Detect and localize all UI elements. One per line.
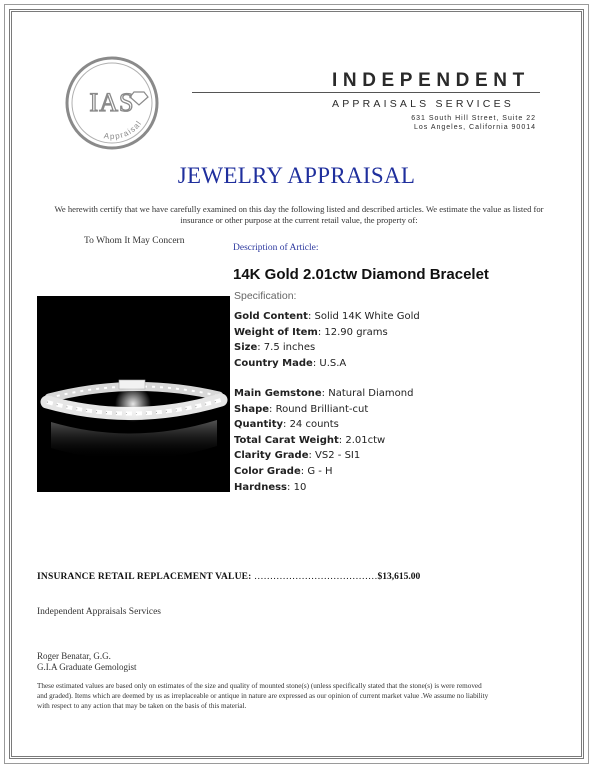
spec-value: 24 counts [289, 419, 339, 431]
company-address [332, 114, 542, 132]
spec-value: Solid 14K White Gold [314, 311, 420, 322]
spec-label: Country Made [234, 357, 313, 369]
disclaimer-text: These estimated values are based only on estimates of the size and quality of mounted stone(s) (unless specifically stated that the stone(s) is were removed and graded). Items which are deemed by us as irreplaceable or antique in nature are expressed as our opinion of current market value .We assume no liability with respect to any action that may be taken on the basis of this material. [37, 682, 489, 710]
spec-value: 2.01ctw [345, 434, 386, 446]
spec-value: VS2 - SI1 [315, 450, 361, 462]
spec-row: Size: 7.5 inches [234, 342, 316, 354]
signer-title: G.I.A Graduate Gemologist [37, 662, 137, 672]
spec-row: Gold Content: Solid 14K White Gold [234, 311, 420, 322]
spec-row: Main Gemstone: Natural Diamond [234, 388, 414, 399]
specs-gemstone [234, 386, 413, 495]
spec-label: Shape [234, 403, 270, 415]
company-name: INDEPENDENT [332, 70, 530, 91]
spec-value: Natural Diamond [328, 388, 414, 399]
specs-gold [234, 309, 420, 371]
signer-name: Roger Benatar, G.G. [37, 651, 111, 661]
certification-text: We herewith certify that we have carefully examined on this day the following listed and described articles. We estimate the value as listed for insurance or other purpose at the current retail value, the property of: [54, 204, 544, 225]
address-line-2: Los Angeles, California 90014 [413, 124, 536, 131]
document-title: JEWELRY APPRAISAL [177, 163, 416, 188]
spec-value: 10 [293, 481, 307, 493]
spec-value: G - H [307, 465, 333, 477]
insurance-dots: ………………………………… [253, 572, 378, 582]
address-line-1: 631 South Hill Street, Suite 22 [411, 115, 536, 122]
spec-value: U.S.A [319, 357, 347, 369]
spec-label: Total Carat Weight [234, 434, 339, 446]
spec-label: Clarity Grade [234, 450, 309, 462]
logo-ring-text: Appraisal [103, 118, 144, 142]
company-subtitle: APPRAISALS SERVICES [332, 98, 514, 110]
insurance-value-line [37, 572, 420, 582]
spec-row: Quantity: 24 counts [234, 419, 339, 431]
logo-letters: IAS [89, 88, 135, 117]
specification-label: Specification: [234, 290, 297, 302]
spec-row: Weight of Item: 12.90 grams [234, 326, 388, 338]
spec-label: Gold Content [234, 311, 308, 322]
product-title: 14K Gold 2.01ctw Diamond Bracelet [233, 266, 489, 283]
spec-value: Round Brilliant-cut [275, 403, 369, 415]
spec-row: Clarity Grade: VS2 - SI1 [234, 450, 361, 462]
signature-company: Independent Appraisals Services [37, 607, 161, 617]
spec-value: 7.5 inches [263, 342, 316, 354]
spec-row: Shape: Round Brilliant-cut [234, 403, 369, 415]
ias-logo [64, 55, 160, 151]
svg-text:Appraisal [103, 119, 144, 141]
spec-label: Weight of Item [234, 326, 318, 338]
spec-label: Size [234, 342, 258, 354]
spec-row: Country Made: U.S.A [234, 357, 347, 369]
spec-row: Color Grade: G - H [234, 465, 333, 477]
spec-value: 12.90 grams [324, 326, 388, 338]
spec-row: Total Carat Weight: 2.01ctw [234, 434, 386, 446]
product-photo [37, 296, 230, 492]
spec-label: Quantity [234, 419, 283, 431]
company-header [332, 70, 542, 132]
spec-label: Hardness [234, 481, 288, 493]
spec-label: Main Gemstone [234, 388, 322, 399]
insurance-label: INSURANCE RETAIL REPLACEMENT VALUE: [37, 572, 252, 582]
spec-row: Hardness: 10 [234, 481, 307, 493]
recipient: To Whom It May Concern [84, 236, 185, 246]
insurance-value: $13,615.00 [377, 572, 421, 582]
spec-label: Color Grade [234, 465, 301, 477]
description-label: Description of Article: [233, 243, 319, 253]
header-rule [192, 92, 540, 93]
signer-block [37, 651, 136, 673]
